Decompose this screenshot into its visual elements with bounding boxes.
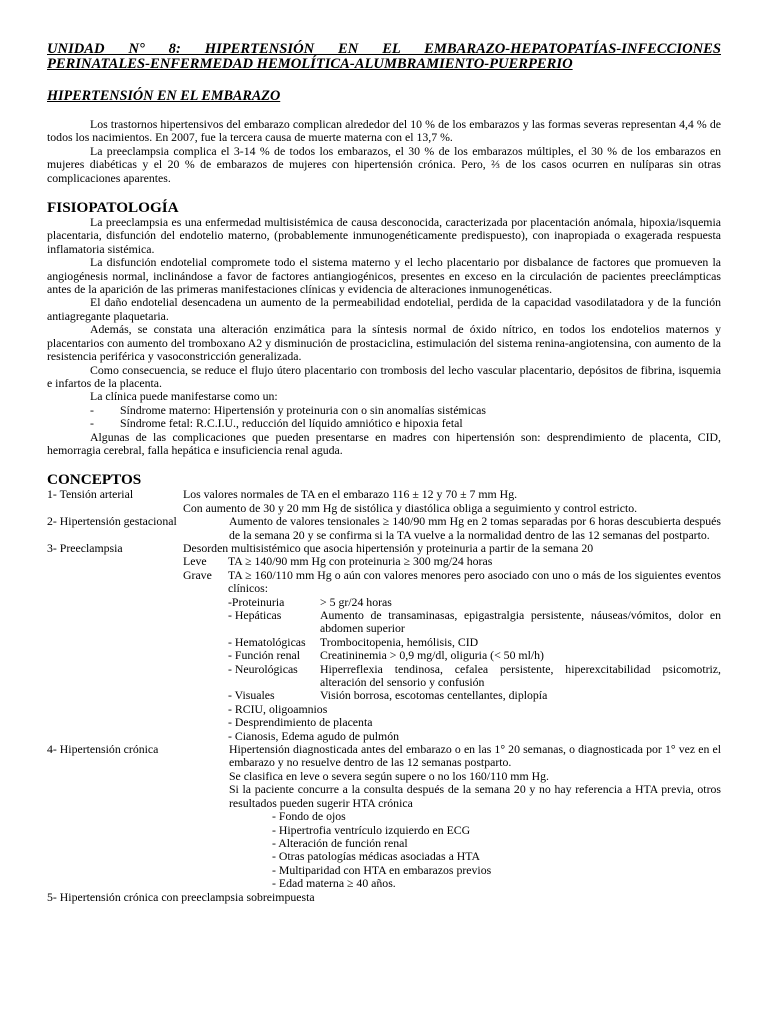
fisio-closing-paragraph: Algunas de las complicaciones que pueden presentarse en madres con hipertensión son: desprendimiento de placenta, CID, hemorragia cerebral, falla hepática e insuficiencia renal aguda. (47, 429, 721, 457)
concept-row-sobreimpuesta (47, 891, 721, 904)
clinical-event (47, 596, 721, 609)
list-item: - Otras patologías médicas asociadas a HTA (272, 849, 481, 864)
concept-text: Se clasifica en leve o severa según supere o no los 160/110 mm Hg. (229, 768, 549, 783)
concept-text: Los valores normales de TA en el embarazo 116 ± 12 y 70 ± 7 mm Hg. (183, 487, 518, 502)
fisio-paragraph-1: La preeclampsia es una enfermedad multisistémica de causa desconocida, caracterizada por placentación anómala, hipoxia/isquemia placentaria, disfunción del endotelio materno, (probablemente inmunogenéticamente predispuesto), con inapropiada o exagerada respuesta inflamatoria sistémica. (47, 215, 721, 256)
list-item: - Hipertrofia ventrículo izquierdo en ECG (272, 822, 471, 837)
concept-label: 2- Hipertensión gestacional (47, 514, 177, 529)
concept-label: 4- Hipertensión crónica (47, 742, 159, 757)
event-label: - Desprendimiento de placenta (228, 715, 373, 730)
list-item: - Fondo de ojos (272, 809, 346, 824)
fisio-paragraph-5: Como consecuencia, se reduce el flujo útero placentario con trombosis del lecho vascular placentario, depósitos de fibrina, isquemia e infartos de la placenta. (47, 362, 721, 390)
event-label: - Función renal (228, 648, 301, 663)
intro-paragraph-2: La preeclampsia complica el 3-14 % de todos los embarazos, el 30 % de los embarazos múltiples, el 30 % de los embarazos en mujeres diabéticas y el 20 % de embarazos de mujeres con hipertensión crónica. Pero, ⅔ de los casos ocurren en nulíparas sin otras complicaciones aparentes. (47, 143, 721, 185)
event-label: - Visuales (228, 688, 275, 703)
list-item: - Alteración de función renal (272, 835, 408, 850)
concept-label: 5- Hipertensión crónica con preeclampsia sobreimpuesta (47, 889, 315, 904)
intro-paragraph-1: Los trastornos hipertensivos del embarazo complican alrededor del 10 % de los embarazos y las formas severas representan 4,4 % de todos los nacimientos. En 2007, fue la tercera causa de muerte materna con el 13,7 %. (47, 117, 721, 145)
event-label: - Cianosis, Edema agudo de pulmón (228, 728, 400, 743)
severity-row-leve (47, 555, 721, 568)
clinical-event (47, 663, 721, 690)
unit-title (47, 42, 721, 72)
concept-text: Si la paciente concurre a la consulta después de la semana 20 y no hay referencia a HTA previa, otros resultados pueden sugerir HTA crónica (229, 782, 721, 810)
concept-text: Hipertensión diagnosticada antes del embarazo o en las 1° 20 semanas, o diagnosticada por 1° vez en el embarazo y no resuelve dentro de las 12 semanas postparto. (229, 742, 721, 770)
event-label: -Proteinuria (228, 594, 285, 609)
fisio-paragraph-6: La clínica puede manifestarse como un: (90, 389, 278, 404)
clinical-event (47, 730, 721, 743)
severity-text: TA ≥ 160/110 mm Hg o aún con valores menores pero asociado con uno o más de los siguientes eventos clínicos: (228, 567, 721, 596)
event-text: Creatininemia > 0,9 mg/dl, oliguria (< 50 ml/h) (320, 648, 544, 663)
clinical-event (47, 689, 721, 702)
severity-row-grave (47, 569, 721, 596)
event-label: - RCIU, oligoamnios (228, 701, 328, 716)
concept-text: Aumento de valores tensionales ≥ 140/90 mm Hg en 2 tomas separadas por 6 horas descubierta después de la semana 20 y se confirma si la TA vuelve a la normalidad dentro de las 12 semanas del postparto. (229, 514, 721, 542)
list-item: - Multiparidad con HTA en embarazos previos (272, 862, 492, 877)
event-text: Trombocitopenia, hemólisis, CID (320, 634, 479, 649)
concept-row-preeclampsia (47, 542, 721, 555)
section-title (47, 88, 721, 104)
concept-row-tension (47, 488, 721, 501)
severity-text: TA ≥ 140/90 mm Hg con proteinuria ≥ 300 mg/24 horas (228, 554, 493, 569)
concept-label: 3- Preeclampsia (47, 540, 123, 555)
bullet-text: Síndrome fetal: R.C.I.U., reducción del líquido amniótico e hipoxia fetal (120, 416, 463, 431)
severity-label: Leve (183, 554, 207, 569)
concept-text: Desorden multisistémico que asocia hipertensión y proteinuria a partir de la semana 20 (183, 540, 594, 555)
concept-row-cronica (47, 743, 721, 770)
event-text: Visión borrosa, escotomas centellantes, diplopía (320, 688, 548, 703)
severity-label: Grave (183, 567, 212, 582)
unit-title-line-2: PERINATALES-ENFERMEDAD HEMOLÍTICA-ALUMBRAMIENTO-PUERPERIO (47, 56, 573, 72)
clinical-event (47, 636, 721, 649)
event-label: - Neurológicas (228, 661, 298, 676)
fisio-paragraph-4: Además, se constata una alteración enzimática para la síntesis normal de óxido nítrico, en todos los endotelios maternos y placentarios con aumento del tromboxano A2 y disminución de prostaciclina, estimulación del sistema renina-angiotensina, con aumento de la resistencia periférica y vasoconstricción generalizada. (47, 322, 721, 364)
clinical-event (47, 716, 721, 729)
clinical-event (47, 609, 721, 636)
bullet-item: - Síndrome fetal: R.C.I.U., reducción del líquido amniótico e hipoxia fetal (90, 416, 463, 431)
event-text: > 5 gr/24 horas (320, 594, 392, 609)
bullet-item: - Síndrome materno: Hipertensión y proteinuria con o sin anomalías sistémicas (90, 402, 486, 417)
list-item: - Edad materna ≥ 40 años. (272, 876, 396, 891)
concept-label: 1- Tensión arterial (47, 487, 134, 502)
concept-row-gestacional (47, 515, 721, 542)
document-page (47, 42, 721, 904)
concept-text: Con aumento de 30 y 20 mm Hg de sistólica y diastólica obliga a seguimiento y control estricto. (183, 500, 638, 515)
bullet-text: Síndrome materno: Hipertensión y proteinuria con o sin anomalías sistémicas (120, 402, 486, 417)
conceptos-heading: CONCEPTOS (47, 471, 142, 489)
fisio-paragraph-2: La disfunción endotelial compromete todo el sistema materno y el lecho placentario por disbalance de factores que promueven la angiogénesis normal, inclinándose a favor de factores antiangiogénicos, presentes en exceso en la circulación de pacientes preeclámpticas antes de la aparición de las primeras manifestaciones clínicas y evidencia de alteraciones inmunogenéticas. (47, 255, 721, 297)
fisiopatologia-heading: FISIOPATOLOGÍA (47, 199, 179, 217)
event-text: Aumento de transaminasas, epigastralgia persistente, náuseas/vómitos, dolor en abdomen superior (320, 608, 721, 636)
section-title-text: HIPERTENSIÓN EN EL EMBARAZO (47, 88, 281, 104)
fisio-paragraph-3: El daño endotelial desencadena un aumento de la permeabilidad endotelial, perdida de la capacidad vasodilatadora y de la función antiagregante plaquetaria. (47, 295, 721, 323)
unit-title-line-1: UNIDAD N° 8: HIPERTENSIÓN EN EL EMBARAZO-HEPATOPATÍAS-INFECCIONES (47, 41, 721, 57)
clinical-event (47, 649, 721, 662)
event-text: Hiperreflexia tendinosa, cefalea persistente, hiperexcitabilidad psicomotriz, alteración del sensorio y confusión (320, 661, 721, 690)
event-label: - Hepáticas (228, 608, 282, 622)
clinical-event (47, 703, 721, 716)
event-label: - Hematológicas (228, 634, 306, 649)
